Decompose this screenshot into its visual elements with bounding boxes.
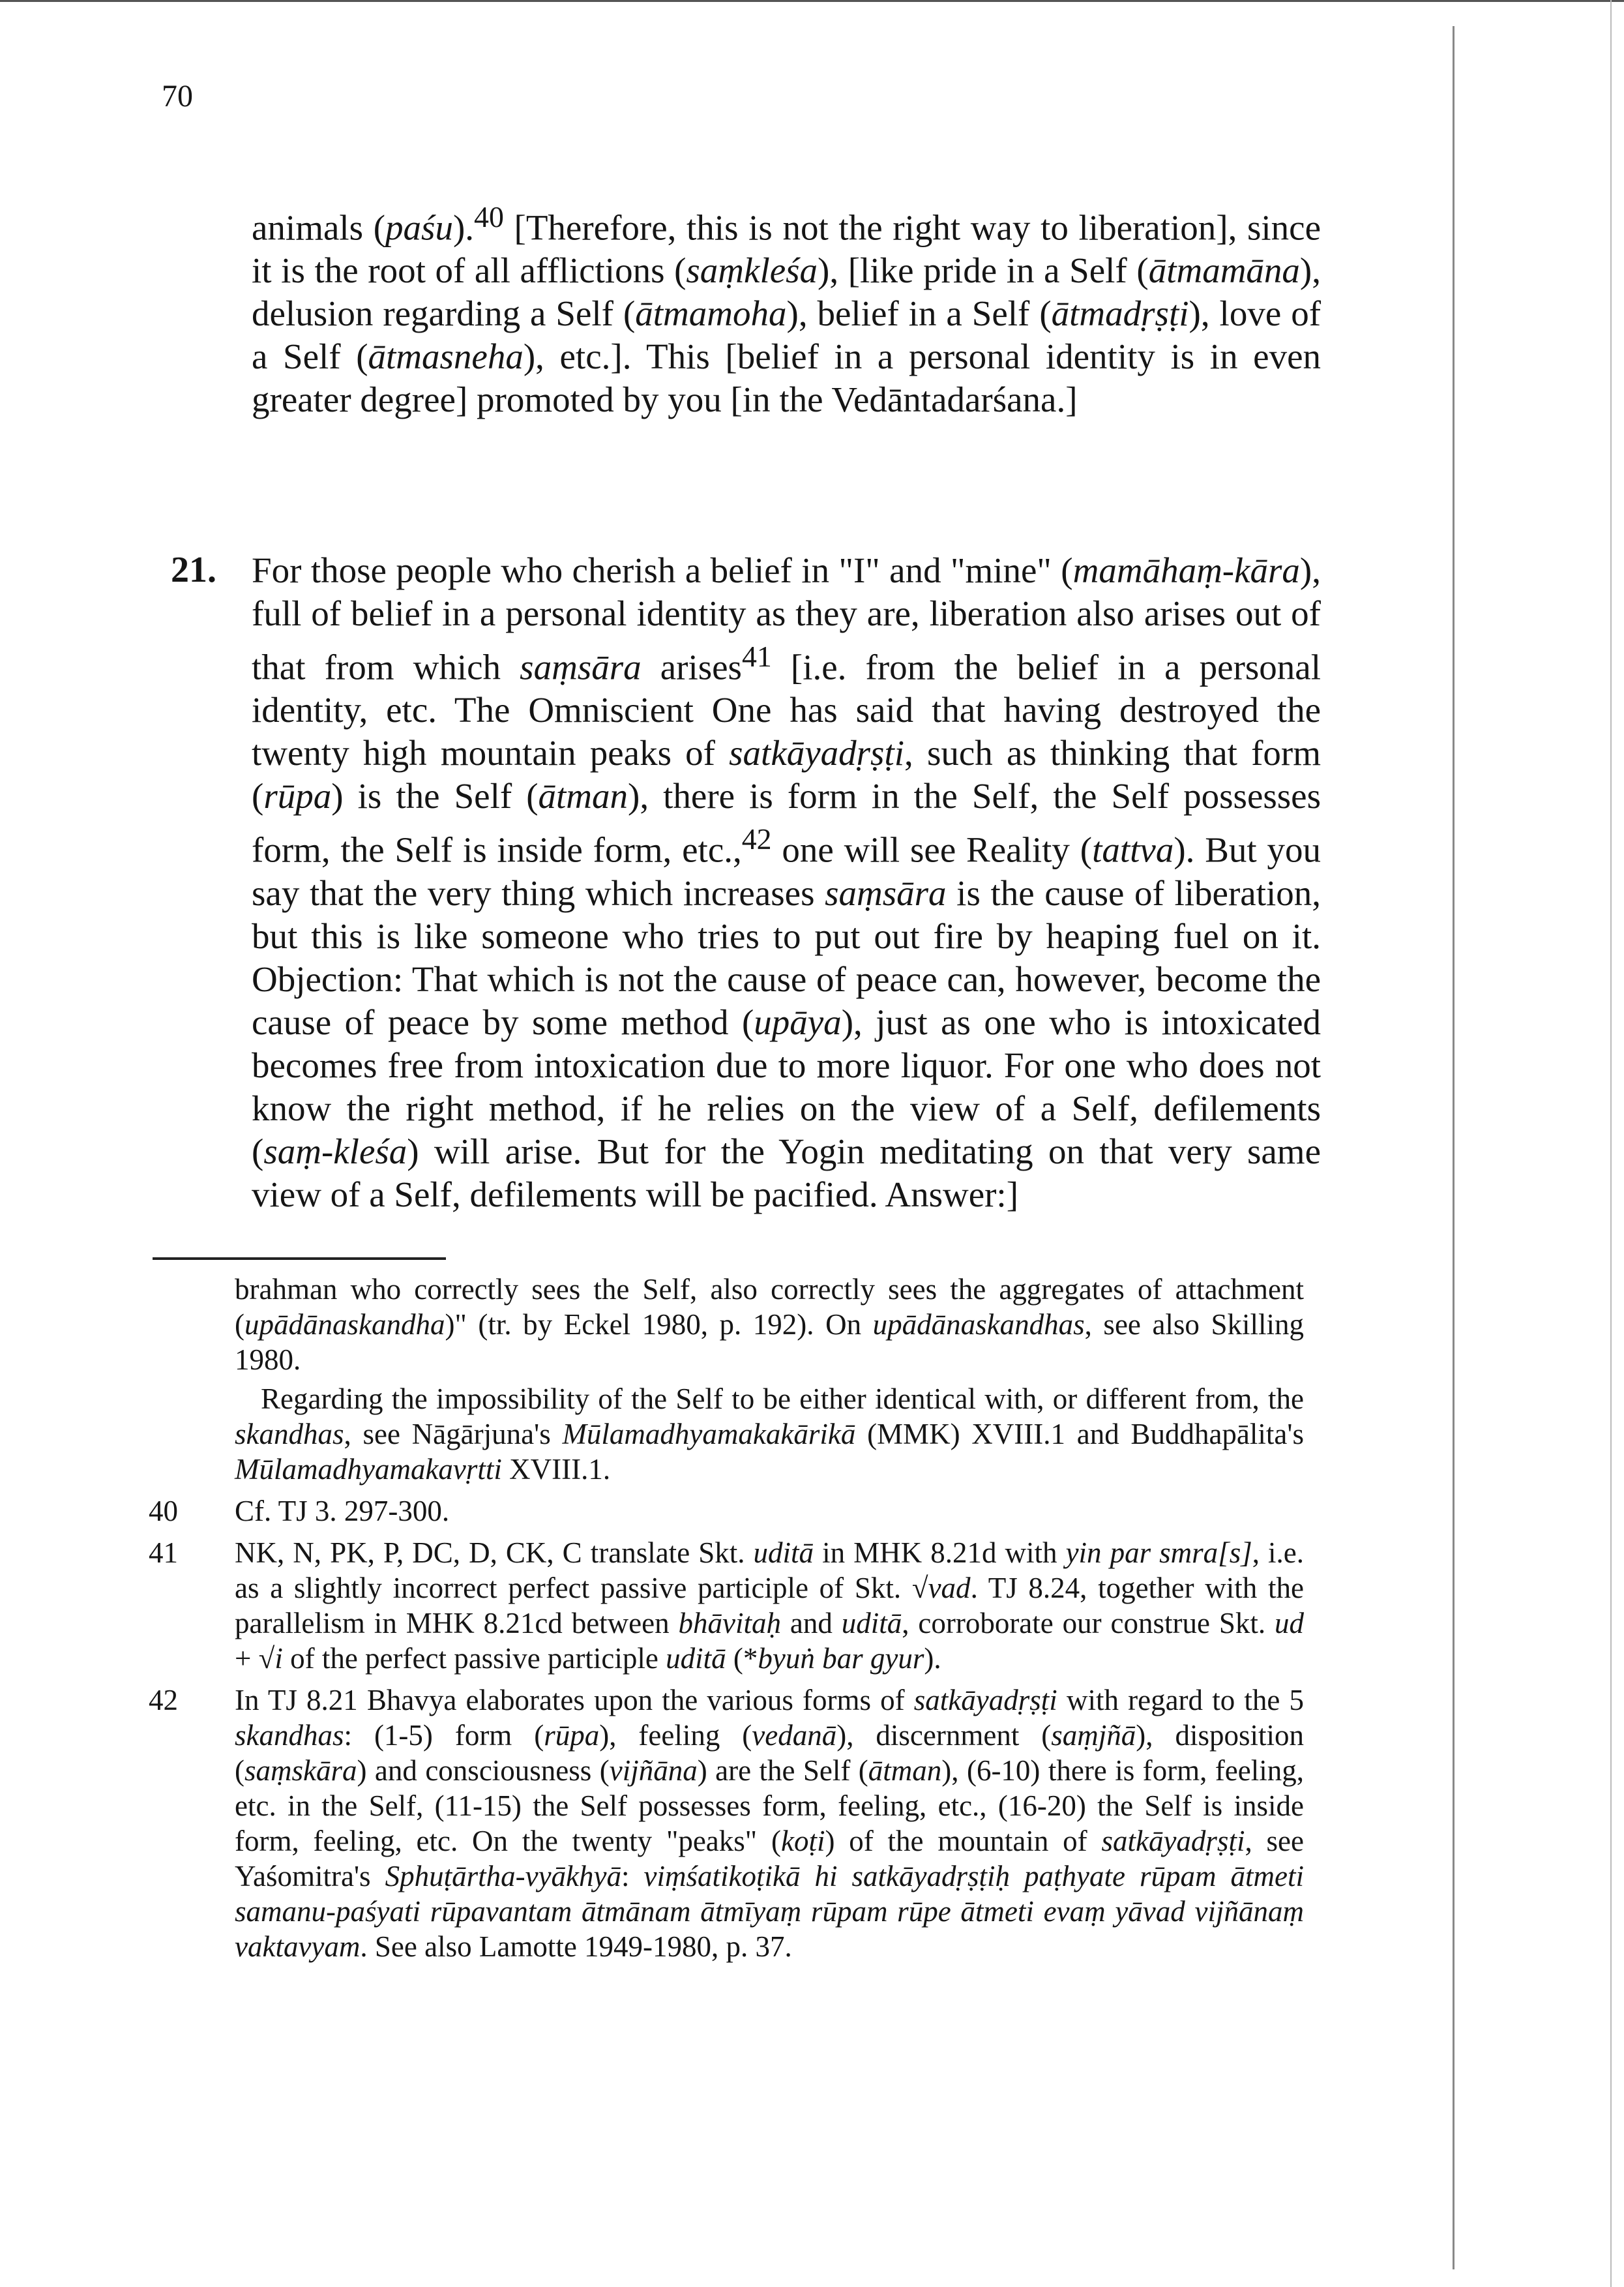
footnote-separator xyxy=(153,1257,446,1260)
footnote-text: In TJ 8.21 Bhavya elaborates upon the various forms of satkāyadṛṣṭi with regard to the 5 skandhas: (1-5) form (rūpa), feeling (vedanā), discernment (saṃjñā), disposition (saṃskāra) and consciousness (vijñāna) are the Self (ātman), (6-10) there is form, feeling, etc. in the Self, (11-15) the Self possesses form, feeling, etc., (16-20) the Self is inside form, feeling, etc. On the twenty "peaks" (koṭi) of the mountain of satkāyadṛṣṭi, see Yaśomitra's Sphuṭārtha-vyākhyā: viṃśatikoṭikā hi satkāyadṛṣṭiḥ paṭhyate rūpam ātmeti samanu-paśyati rūpavantam ātmānam ātmīyaṃ rūpam rūpe ātmeti evaṃ yāvad vijñānaṃ vaktavyam. See also Lamotte 1949-1980, p. 37. xyxy=(235,1684,1304,1963)
footnote-42 xyxy=(149,1682,1304,1964)
footnote-number: 42 xyxy=(149,1684,178,1716)
footnote-40 xyxy=(149,1493,1304,1529)
footnote-number: 40 xyxy=(149,1495,178,1527)
footnote-number: 41 xyxy=(149,1536,178,1569)
footnote-text: Cf. TJ 3. 297-300. xyxy=(235,1495,450,1527)
scan-border-right xyxy=(1453,26,1454,2269)
page-number: 70 xyxy=(162,79,193,113)
footnote-continuation-text-2: Regarding the impossibility of the Self to be either identical with, or different from, the skandhas, see Nāgārjuna's Mūlamadhyamakakārikā (MMK) XVIII.1 and Buddhapālita's Mūlamadhyamakavṛtti XVIII.1. xyxy=(235,1383,1304,1486)
footnote-text: NK, N, PK, P, DC, D, CK, C translate Skt. uditā in MHK 8.21d with yin par smra[s], i.e. as a slightly incorrect perfect passive participle of Skt. √vad. TJ 8.24, together with the parallelism in MHK 8.21cd between bhāvitaḥ and uditā, corroborate our construe Skt. ud + √i of the perfect passive participle uditā (*byuṅ bar gyur). xyxy=(235,1536,1305,1675)
footnote-41 xyxy=(149,1535,1305,1676)
footnote-continuation xyxy=(235,1272,1304,1487)
paragraph-continuation: animals (paśu).$^{40}$ [Therefore, this is not the right way to liberation], since it is the root of all afflictions (saṃkleśa), [like pride in a Self (ātmamāna), delusion regarding a Self (ātmamoha), belief in a Self (ātmadṛṣṭi), love of a Self (ātmasneha), etc.]. This [belief in a personal identity is in even greater degree] promoted by you [in the Vedāntadarśana.] xyxy=(252,200,1321,420)
footnote-list xyxy=(149,1493,1305,1964)
scan-border-top xyxy=(0,0,1624,2)
verse-number: 21. xyxy=(171,550,216,590)
footnotes xyxy=(149,1272,1305,1964)
verse-21-commentary: For those people who cherish a belief in "I" and "mine" (mamāhaṃ-kāra), full of belief in a personal identity as they are, liberation also arises out of that from which saṃsāra arises$^{41}$ [i.e. from the belief in a personal identity, etc. The Omniscient One has said that having destroyed the twenty high mountain peaks of satkāyadṛṣṭi, such as thinking that form (rūpa) is the Self (ātman), there is form in the Self, the Self possesses form, the Self is inside form, etc.,$^{42}$ one will see Reality (tattva). But you say that the very thing which increases saṃsāra is the cause of liberation, but this is like someone who tries to put out fire by heaping fuel on it. Objection: That which is not the cause of peace can, however, become the cause of peace by some method (upāya), just as one who is intoxicated becomes free from intoxication due to more liquor. For one who does not know the right method, if he relies on the view of a Self, defilements (saṃ-kleśa) will arise. But for the Yogin meditating on that very same view of a Self, defilements will be pacified. Answer:] xyxy=(252,550,1321,1214)
footnote-continuation-text: brahman who correctly sees the Self, also correctly sees the aggregates of attachment (upādānaskandha)" (tr. by Eckel 1980, p. 192). On upādānaskandhas, see also Skilling 1980. xyxy=(235,1273,1305,1376)
scan-border-edge xyxy=(1610,0,1612,2287)
